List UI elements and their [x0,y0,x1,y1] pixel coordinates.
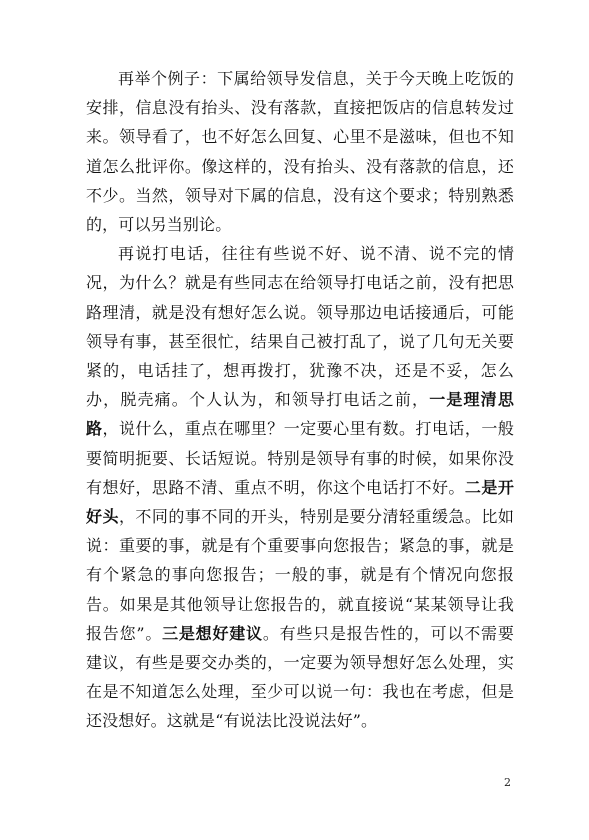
paragraph-1 [86,64,514,239]
paragraph-2-segment-7: 。有些只是报告性的，可以不需要建议，有些是要交办类的，一定要为领导想好怎么处理，实在是不知道怎么处理，至少可以说一句：我也在考虑，但是还没想好。这就是“有说法比没说法好”。 [86,623,514,731]
page-number: 2 [504,776,511,789]
body-text [86,64,514,736]
paragraph-2-segment-5: ，不同的事不同的开头，特别是要分清轻重缓急。比如说：重要的事，就是有个重要事向您报告；紧急的事，就是有个紧急的事向您报告；一般的事，就是有个情况向您报告。如果是其他领导让您报告的，就直接说“某某领导让我报告您”。 [86,507,514,643]
point-three-heading: 三是想好建议 [162,623,263,643]
point-two-heading: 二是开好头 [86,477,515,527]
point-one-heading: 一是理清思路 [86,390,514,439]
paragraph-2-segment-3: ，说什么，重点在哪里？一定要心里有数。打电话，一般要简明扼要、长话短说。特别是领导有事的时候，如果你没有想好，思路不清、重点不明，你这个电话打不好。 [86,419,514,497]
paragraph-2-segment-1: 再说打电话，往往有些说不好、说不清、说不完的情况，为什么？就是有些同志在给领导打电话之前，没有把思路理清，就是没有想好怎么说。领导那边电话接通后，可能领导有事，甚至很忙，结果自己被打乱了，说了几句无关要紧的，电话挂了，想再拨打，犹豫不决，还是不妥，怎么办，脱壳痛。个人认为，和领导打电话之前， [86,244,514,410]
paragraph-2 [86,239,514,735]
paragraph-1-segment-1: 再举个例子：下属给领导发信息，关于今天晚上吃饭的安排，信息没有抬头、没有落款，直接把饭店的信息转发过来。领导看了，也不好怎么回复、心里不是滋味，但也不知道怎么批评你。像这样的，没有抬头、没有落款的信息，还不少。当然，领导对下属的信息，没有这个要求；特别熟悉的，可以另当别论。 [86,69,514,235]
